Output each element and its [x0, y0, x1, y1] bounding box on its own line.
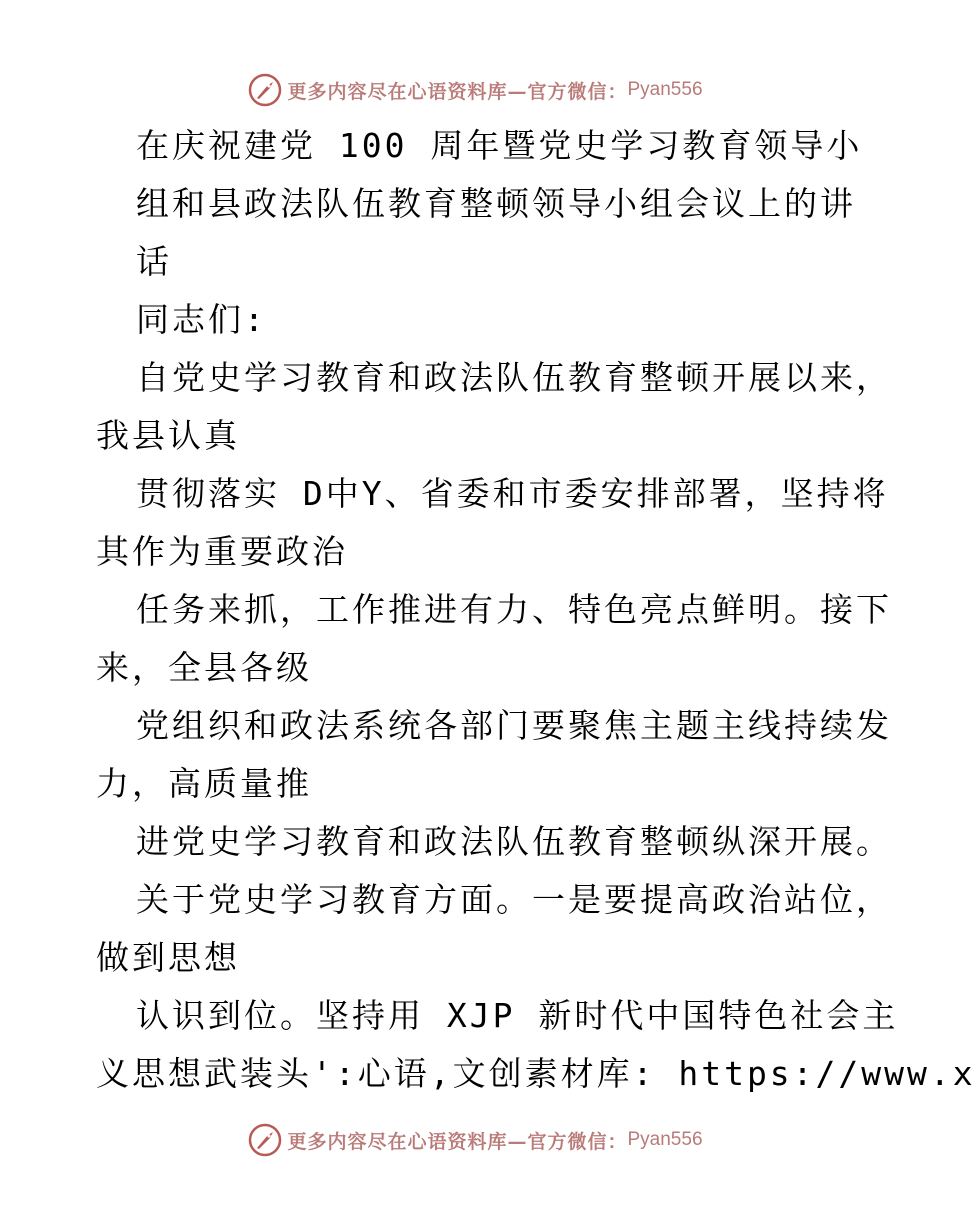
document-body [96, 117, 976, 1103]
pen-nib-logo-icon [247, 1122, 283, 1158]
body-line: 其作为重要政治 [96, 532, 348, 571]
title-line: 在庆祝建党 100 周年暨党史学习教育领导小 [136, 126, 863, 165]
body-line: 贯彻落实 D中Y、省委和市委安排部署，坚持将 [136, 474, 889, 513]
body-paragraphs [96, 349, 976, 1103]
banner-text: 更多内容尽在心语资料库—官方微信： [287, 80, 628, 103]
body-line: 进党史学习教育和政法队伍教育整顿纵深开展。 [136, 822, 892, 861]
body-line: 党组织和政法系统各部门要聚焦主题主线持续发 [136, 706, 892, 745]
body-line: 我县认真 [96, 416, 240, 455]
salutation: 同志们: [136, 300, 267, 339]
banner-text: 更多内容尽在心语资料库—官方微信： [287, 1130, 628, 1153]
title-line: 话 [136, 242, 172, 281]
body-line: 来，全县各级 [96, 648, 312, 687]
banner-wechat-id: Pyan556 [627, 1129, 703, 1150]
body-line: 做到思想 [96, 938, 240, 977]
header-banner [0, 70, 950, 110]
banner-wechat-id: Pyan556 [627, 79, 703, 100]
pen-nib-logo-icon [247, 72, 283, 108]
body-line: 认识到位。坚持用 XJP 新时代中国特色社会主 [136, 996, 899, 1035]
footer-banner [0, 1120, 950, 1160]
title-line: 组和县政法队伍教育整顿领导小组会议上的讲 [136, 184, 856, 223]
body-line: 关于党史学习教育方面。一是要提高政治站位， [136, 880, 892, 919]
body-line: 义思想武装头':心语,文创素材库: https://www.x [96, 1054, 976, 1093]
body-line: 自党史学习教育和政法队伍教育整顿开展以来， [136, 358, 892, 397]
body-line: 力，高质量推 [96, 764, 312, 803]
body-line: 任务来抓，工作推进有力、特色亮点鲜明。接下 [136, 590, 892, 629]
